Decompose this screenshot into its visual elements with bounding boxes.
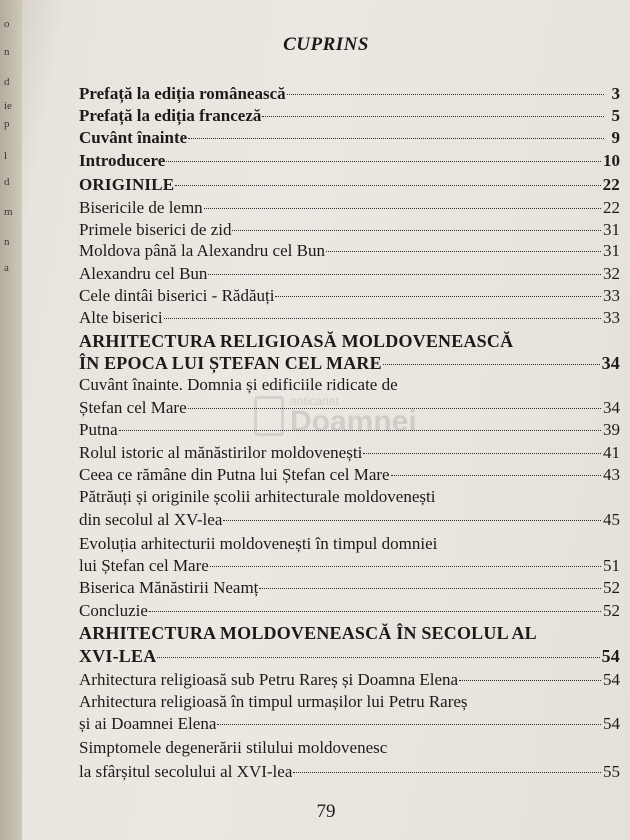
toc-entry-title: Alexandru cel Bun — [79, 264, 208, 283]
dot-leader — [259, 588, 601, 589]
toc-entry-title: Prefață la ediția franceză — [79, 106, 262, 125]
dot-leader — [232, 230, 601, 231]
toc-entry-title: Moldova până la Alexandru cel Bun — [79, 241, 325, 260]
watermark-line-1: anticariat — [290, 394, 339, 408]
toc-entry — [79, 510, 620, 532]
toc-entry-continuation: ÎN EPOCA LUI ȘTEFAN CEL MARE — [79, 353, 382, 373]
dot-leader — [287, 94, 604, 95]
watermark-line-2: Doamnei — [290, 405, 417, 438]
toc-entry-title: Evoluția arhitecturii moldovenești în timpul domniei — [79, 534, 438, 553]
toc-page-number: 9 — [611, 128, 620, 147]
toc-page-number: 51 — [603, 556, 620, 575]
toc-page-number: 33 — [603, 286, 620, 305]
table-of-contents — [22, 0, 630, 840]
toc-entry — [79, 286, 620, 308]
toc-page-number: 31 — [603, 241, 620, 260]
dot-leader — [204, 208, 601, 209]
toc-page-number: 34 — [601, 353, 620, 373]
toc-entry-continuation: lui Ștefan cel Mare — [79, 556, 209, 575]
dot-leader — [391, 475, 601, 476]
toc-entry — [79, 151, 620, 173]
previous-page-fragment: d — [4, 76, 10, 88]
toc-entry — [79, 128, 620, 150]
dot-leader — [262, 116, 604, 117]
dot-leader — [164, 318, 601, 319]
toc-entry-title: Primele biserici de zid — [79, 220, 232, 239]
dot-leader — [119, 430, 601, 431]
dot-leader — [166, 161, 601, 162]
toc-entry-title: Biserica Mănăstirii Neamț — [79, 578, 259, 597]
previous-page-fragment: o — [4, 18, 10, 30]
toc-page-number: 54 — [603, 714, 620, 733]
toc-entry-title: Cuvânt înainte — [79, 128, 188, 147]
toc-entry — [79, 670, 620, 692]
dot-leader — [188, 408, 601, 409]
toc-entry-title: Pătrăuți și originile școlii arhitecturale moldovenești — [79, 487, 436, 506]
page-title: CUPRINS — [283, 34, 369, 55]
toc-page-number: 31 — [603, 220, 620, 239]
toc-entry-title: Arhitectura religioasă în timpul urmașilor lui Petru Rareș — [79, 692, 468, 711]
toc-entry — [79, 84, 620, 106]
dot-leader — [459, 680, 601, 681]
previous-page-fragment: a — [4, 262, 9, 274]
toc-entry-title: Cele dintâi biserici - Rădăuți — [79, 286, 275, 305]
toc-entry-continuation: din secolul al XV-lea — [79, 510, 223, 529]
toc-entry-title: ARHITECTURA MOLDOVENEASCĂ ÎN SECOLUL AL — [79, 623, 537, 643]
dot-leader — [293, 772, 601, 773]
previous-page-fragment: p — [4, 118, 10, 130]
toc-page-number: 5 — [611, 106, 620, 125]
toc-entry — [79, 198, 620, 220]
toc-entry — [79, 398, 620, 420]
toc-page-number: 43 — [603, 465, 620, 484]
toc-entry-title: Putna — [79, 420, 118, 439]
dot-leader — [210, 566, 601, 567]
toc-entry-continuation: și ai Doamnei Elena — [79, 714, 217, 733]
dot-leader — [275, 296, 601, 297]
dot-leader — [157, 657, 599, 658]
toc-entry-title: Prefață la ediția românească — [79, 84, 286, 103]
toc-entry-title: Ceea ce rămâne din Putna lui Ștefan cel Mare — [79, 465, 390, 484]
toc-page-number: 54 — [601, 646, 620, 666]
dot-leader — [175, 185, 600, 186]
toc-entry — [79, 556, 620, 578]
toc-entry — [79, 578, 620, 600]
toc-entry — [79, 443, 620, 465]
toc-page-number: 52 — [603, 578, 620, 597]
dot-leader — [363, 453, 601, 454]
dot-leader — [208, 274, 601, 275]
toc-entry-continuation: Ștefan cel Mare — [79, 398, 187, 417]
toc-entry — [79, 353, 620, 375]
toc-entry — [79, 762, 620, 784]
dot-leader — [217, 724, 601, 725]
toc-page-number: 55 — [603, 762, 620, 781]
toc-entry — [79, 308, 620, 330]
toc-page-number: 3 — [611, 84, 620, 103]
toc-page-number: 22 — [603, 198, 620, 217]
toc-page-number: 54 — [603, 670, 620, 689]
toc-page-number: 22 — [602, 175, 620, 194]
toc-page-number: 10 — [603, 151, 620, 170]
dot-leader — [149, 611, 601, 612]
toc-entry-title: Rolul istoric al mănăstirilor moldovenești — [79, 443, 363, 462]
toc-entry — [79, 264, 620, 286]
toc-entry — [79, 220, 620, 242]
book-page — [22, 0, 630, 840]
previous-page-fragment: m — [4, 206, 13, 218]
dot-leader — [223, 520, 601, 521]
toc-entry-continuation: la sfârșitul secolului al XVI-lea — [79, 762, 293, 781]
toc-entry-title: Alte biserici — [79, 308, 163, 327]
toc-entry-title: Concluzie — [79, 601, 148, 620]
dot-leader — [188, 138, 604, 139]
toc-entry — [79, 241, 620, 263]
toc-entry-title: Simptomele degenerării stilului moldovenesc — [79, 738, 388, 757]
toc-entry-title: Bisericile de lemn — [79, 198, 203, 217]
toc-page-number: 34 — [603, 398, 620, 417]
previous-page-fragment: n — [4, 236, 10, 248]
toc-entry — [79, 175, 620, 197]
toc-page-number: 41 — [603, 443, 620, 462]
toc-entry-title: Arhitectura religioasă sub Petru Rareș și Doamna Elena — [79, 670, 459, 689]
toc-entry — [79, 106, 620, 128]
toc-entry — [79, 465, 620, 487]
toc-page-number: 32 — [603, 264, 620, 283]
toc-page-number: 33 — [603, 308, 620, 327]
toc-entry — [79, 714, 620, 736]
toc-entry-title: ORIGINILE — [79, 175, 175, 194]
previous-page-fragment: l — [4, 150, 8, 162]
dot-leader — [326, 251, 601, 252]
toc-entry-continuation: XVI-LEA — [79, 646, 157, 666]
toc-entry-title: Cuvânt înainte. Domnia și edificiile ridicate de — [79, 375, 398, 394]
page-number: 79 — [316, 801, 336, 822]
toc-page-number: 45 — [603, 510, 620, 529]
previous-page-fragment: n — [4, 46, 10, 58]
previous-page-fragment: ie — [4, 100, 12, 112]
toc-entry-title: ARHITECTURA RELIGIOASĂ MOLDOVENEASCĂ — [79, 331, 514, 351]
toc-entry — [79, 420, 620, 442]
toc-page-number: 52 — [603, 601, 620, 620]
toc-entry — [79, 646, 620, 668]
dot-leader — [383, 364, 600, 365]
toc-entry-title: Introducere — [79, 151, 166, 170]
toc-page-number: 39 — [603, 420, 620, 439]
previous-page-fragment: d — [4, 176, 10, 188]
toc-entry — [79, 601, 620, 623]
previous-page-edge — [0, 0, 22, 840]
